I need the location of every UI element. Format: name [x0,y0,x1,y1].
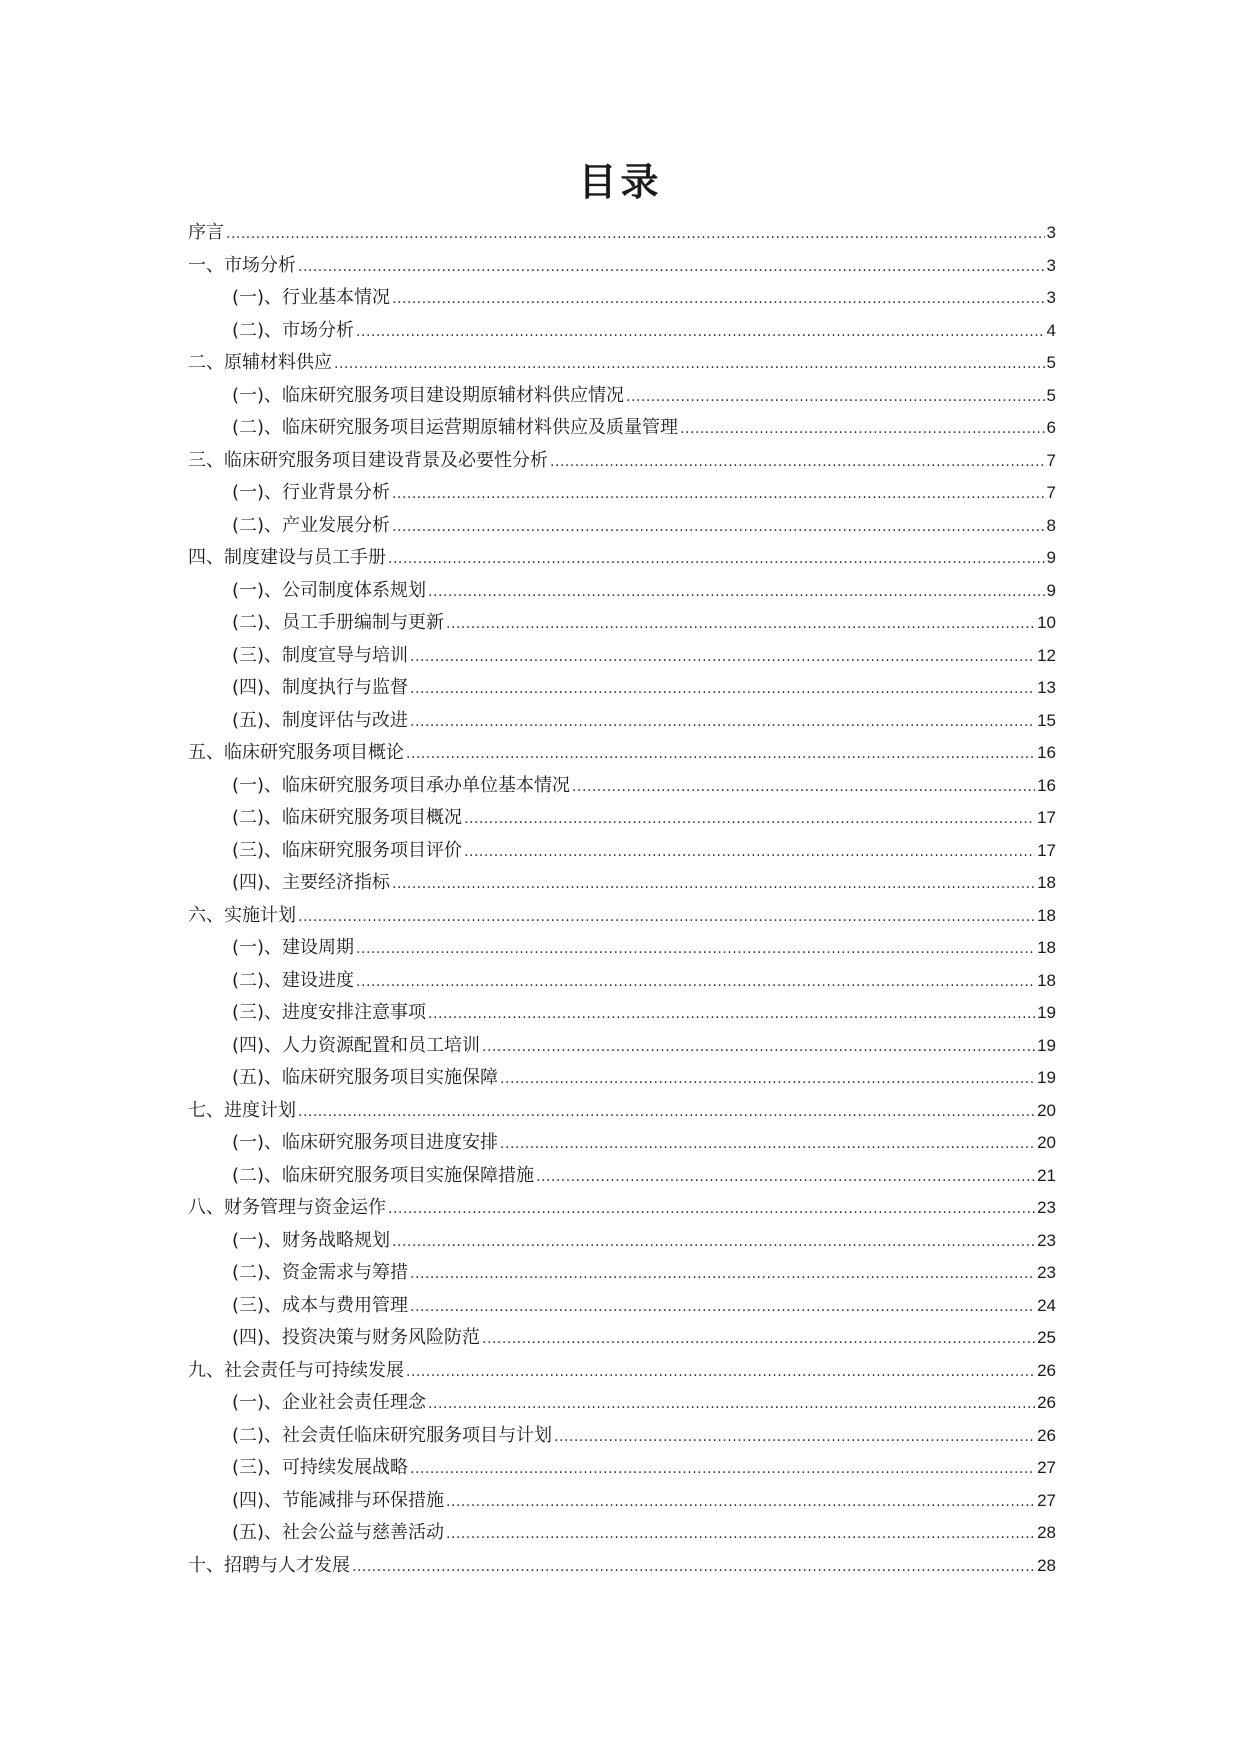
toc-entry[interactable] [188,282,1056,315]
toc-entry-title: 十、招聘与人才发展 [188,1554,350,1576]
toc-page-number: 16 [1037,743,1056,762]
toc-entry-title: 三、临床研究服务项目建设背景及必要性分析 [188,449,548,471]
toc-entry-title: (三)、可持续发展战略 [232,1457,409,1478]
toc-entry-title: (五)、临床研究服务项目实施保障 [232,1067,499,1088]
toc-entry[interactable] [188,380,1056,413]
toc-dot-leader [446,608,1035,641]
toc-page-number: 7 [1046,450,1056,470]
toc-dot-leader [410,1453,1035,1486]
toc-page-number: 3 [1046,288,1056,307]
toc-page-number: 27 [1037,1458,1056,1477]
toc-dot-leader [482,1323,1035,1356]
toc-page-number: 6 [1046,418,1056,437]
toc-dot-leader [550,446,1045,479]
toc-entry[interactable] [188,1192,1056,1225]
table-of-contents [188,217,1056,1582]
toc-page-number: 5 [1046,353,1056,372]
toc-entry[interactable] [188,347,1056,380]
toc-entry-title: (一)、行业背景分析 [232,482,391,503]
toc-page-number: 18 [1037,970,1056,990]
toc-page-number: 13 [1037,678,1056,697]
toc-entry-title: (五)、制度评估与改进 [232,709,409,731]
toc-page-number: 28 [1037,1555,1056,1575]
toc-entry[interactable] [188,1030,1056,1063]
toc-dot-leader [554,1421,1035,1454]
toc-entry[interactable] [188,1387,1056,1420]
toc-page-number: 8 [1046,515,1056,535]
toc-dot-leader [298,901,1035,934]
toc-entry[interactable] [188,997,1056,1030]
toc-page-number: 18 [1037,938,1056,957]
toc-entry[interactable] [188,510,1056,543]
toc-dot-leader [392,478,1044,511]
toc-dot-leader [406,738,1035,771]
toc-entry-title: (二)、市场分析 [232,319,355,341]
toc-entry[interactable] [188,900,1056,933]
toc-entry[interactable] [188,607,1056,640]
toc-page-number: 26 [1037,1425,1056,1445]
toc-entry-title: (二)、产业发展分析 [232,514,391,536]
toc-page-number: 19 [1037,1003,1056,1022]
toc-page-number: 15 [1037,710,1056,730]
toc-page-number: 18 [1037,905,1056,925]
toc-dot-leader [500,1128,1035,1161]
toc-entry-title: (二)、临床研究服务项目运营期原辅材料供应及质量管理 [232,417,679,438]
toc-entry-title: 二、原辅材料供应 [188,352,332,373]
toc-entry-title: (二)、临床研究服务项目实施保障措施 [232,1164,535,1186]
toc-page-number: 12 [1037,645,1056,665]
toc-entry-title: (五)、社会公益与慈善活动 [232,1522,445,1543]
toc-entry[interactable] [188,315,1056,348]
toc-entry[interactable] [188,250,1056,283]
toc-page-number: 4 [1046,320,1056,340]
toc-page-number: 17 [1037,808,1056,827]
toc-entry[interactable] [188,672,1056,705]
toc-page-number: 26 [1037,1360,1056,1380]
toc-entry-title: (二)、社会责任临床研究服务项目与计划 [232,1424,553,1446]
toc-entry[interactable] [188,1550,1056,1583]
toc-page-number: 3 [1046,255,1056,275]
toc-entry[interactable] [188,737,1056,770]
toc-dot-leader [410,706,1035,739]
toc-dot-leader [356,316,1044,349]
page-title: 目录 [578,160,663,204]
toc-entry-title: (一)、临床研究服务项目承办单位基本情况 [232,774,571,796]
toc-dot-leader [464,836,1035,869]
toc-page-number: 3 [1046,223,1056,242]
toc-entry[interactable] [188,1160,1056,1193]
toc-dot-leader [500,1063,1035,1096]
toc-page-number: 25 [1037,1328,1056,1347]
toc-entry-title: 序言 [188,222,224,243]
toc-entry-title: 八、财务管理与资金运作 [188,1197,386,1218]
toc-entry-title: (一)、临床研究服务项目进度安排 [232,1132,499,1153]
toc-page-number: 20 [1037,1100,1056,1120]
toc-page-number: 20 [1037,1133,1056,1152]
toc-dot-leader [392,1226,1035,1259]
toc-page-number: 26 [1037,1393,1056,1412]
toc-page-number: 9 [1046,580,1056,600]
toc-page-number: 23 [1037,1198,1056,1217]
toc-dot-leader [410,1291,1035,1324]
toc-entry-title: (三)、进度安排注意事项 [232,1002,427,1023]
toc-entry-title: (一)、企业社会责任理念 [232,1392,427,1413]
toc-page-number: 19 [1037,1035,1056,1055]
toc-entry-title: (三)、制度宣导与培训 [232,644,409,666]
toc-dot-leader [352,1551,1035,1584]
toc-page-number: 17 [1037,840,1056,860]
toc-entry[interactable] [188,802,1056,835]
toc-page-number: 16 [1037,775,1056,795]
toc-entry-title: (一)、临床研究服务项目建设期原辅材料供应情况 [232,384,625,406]
toc-dot-leader [410,641,1035,674]
toc-entry[interactable] [188,1452,1056,1485]
toc-page-number: 27 [1037,1490,1056,1510]
toc-entry[interactable] [188,770,1056,803]
toc-dot-leader [356,933,1035,966]
toc-page-number: 10 [1037,613,1056,632]
toc-entry[interactable] [188,640,1056,673]
toc-entry-title: (四)、制度执行与监督 [232,677,409,698]
toc-dot-leader [428,576,1044,609]
toc-dot-leader [626,381,1044,414]
toc-entry[interactable] [188,1420,1056,1453]
toc-dot-leader [464,803,1035,836]
toc-dot-leader [680,413,1044,446]
toc-entry[interactable] [188,867,1056,900]
toc-entry[interactable] [188,1355,1056,1388]
toc-entry[interactable] [188,1322,1056,1355]
toc-dot-leader [226,218,1045,251]
toc-page-number: 18 [1037,873,1056,892]
toc-entry-title: 六、实施计划 [188,904,296,926]
toc-dot-leader [446,1486,1035,1519]
toc-entry-title: 五、临床研究服务项目概论 [188,742,404,763]
toc-dot-leader [446,1518,1035,1551]
toc-page-number: 23 [1037,1230,1056,1250]
toc-page-number: 5 [1046,385,1056,405]
toc-entry[interactable] [188,1062,1056,1095]
toc-page-number: 19 [1037,1068,1056,1087]
toc-page-number: 23 [1037,1263,1056,1282]
toc-entry[interactable] [188,1257,1056,1290]
toc-dot-leader [298,251,1045,284]
toc-entry-title: (三)、成本与费用管理 [232,1294,409,1316]
toc-dot-leader [392,283,1044,316]
toc-entry-title: (四)、主要经济指标 [232,872,391,893]
toc-dot-leader [392,868,1035,901]
toc-dot-leader [572,771,1035,804]
toc-entry[interactable] [188,835,1056,868]
toc-entry-title: (三)、临床研究服务项目评价 [232,839,463,861]
toc-entry[interactable] [188,477,1056,510]
toc-entry-title: (四)、节能减排与环保措施 [232,1489,445,1511]
toc-dot-leader [428,1388,1035,1421]
toc-entry[interactable] [188,1095,1056,1128]
toc-entry[interactable] [188,412,1056,445]
toc-entry[interactable] [188,1225,1056,1258]
toc-entry-title: 九、社会责任与可持续发展 [188,1359,404,1381]
toc-entry[interactable] [188,217,1056,250]
toc-entry-title: (一)、公司制度体系规划 [232,579,427,601]
toc-entry-title: (四)、投资决策与财务风险防范 [232,1327,481,1348]
toc-dot-leader [388,543,1045,576]
toc-entry-title: 一、市场分析 [188,254,296,276]
toc-dot-leader [482,1031,1035,1064]
toc-dot-leader [298,1096,1035,1129]
toc-dot-leader [388,1193,1035,1226]
toc-dot-leader [334,348,1045,381]
toc-entry-title: (一)、财务战略规划 [232,1229,391,1251]
toc-entry[interactable] [188,445,1056,478]
toc-entry[interactable] [188,575,1056,608]
toc-dot-leader [392,511,1044,544]
toc-entry[interactable] [188,1517,1056,1550]
toc-page-number: 28 [1037,1523,1056,1542]
toc-entry-title: (四)、人力资源配置和员工培训 [232,1034,481,1056]
toc-entry-title: (二)、临床研究服务项目概况 [232,807,463,828]
toc-entry-title: (二)、资金需求与筹措 [232,1262,409,1283]
toc-entry-title: 四、制度建设与员工手册 [188,547,386,568]
toc-dot-leader [428,998,1035,1031]
toc-dot-leader [410,1258,1035,1291]
toc-dot-leader [356,966,1035,999]
toc-page-number: 24 [1037,1295,1056,1315]
toc-entry[interactable] [188,705,1056,738]
toc-entry[interactable] [188,1127,1056,1160]
toc-entry-title: (一)、行业基本情况 [232,287,391,308]
toc-entry[interactable] [188,965,1056,998]
toc-dot-leader [406,1356,1035,1389]
toc-entry[interactable] [188,1290,1056,1323]
toc-entry-title: (二)、员工手册编制与更新 [232,612,445,633]
toc-page-number: 21 [1037,1165,1056,1185]
toc-entry[interactable] [188,1485,1056,1518]
toc-entry-title: (二)、建设进度 [232,969,355,991]
toc-entry-title: (一)、建设周期 [232,937,355,958]
toc-entry-title: 七、进度计划 [188,1099,296,1121]
toc-entry[interactable] [188,542,1056,575]
toc-entry[interactable] [188,932,1056,965]
toc-dot-leader [536,1161,1035,1194]
toc-dot-leader [410,673,1035,706]
toc-page-number: 7 [1046,483,1056,502]
toc-page-number: 9 [1046,548,1056,567]
